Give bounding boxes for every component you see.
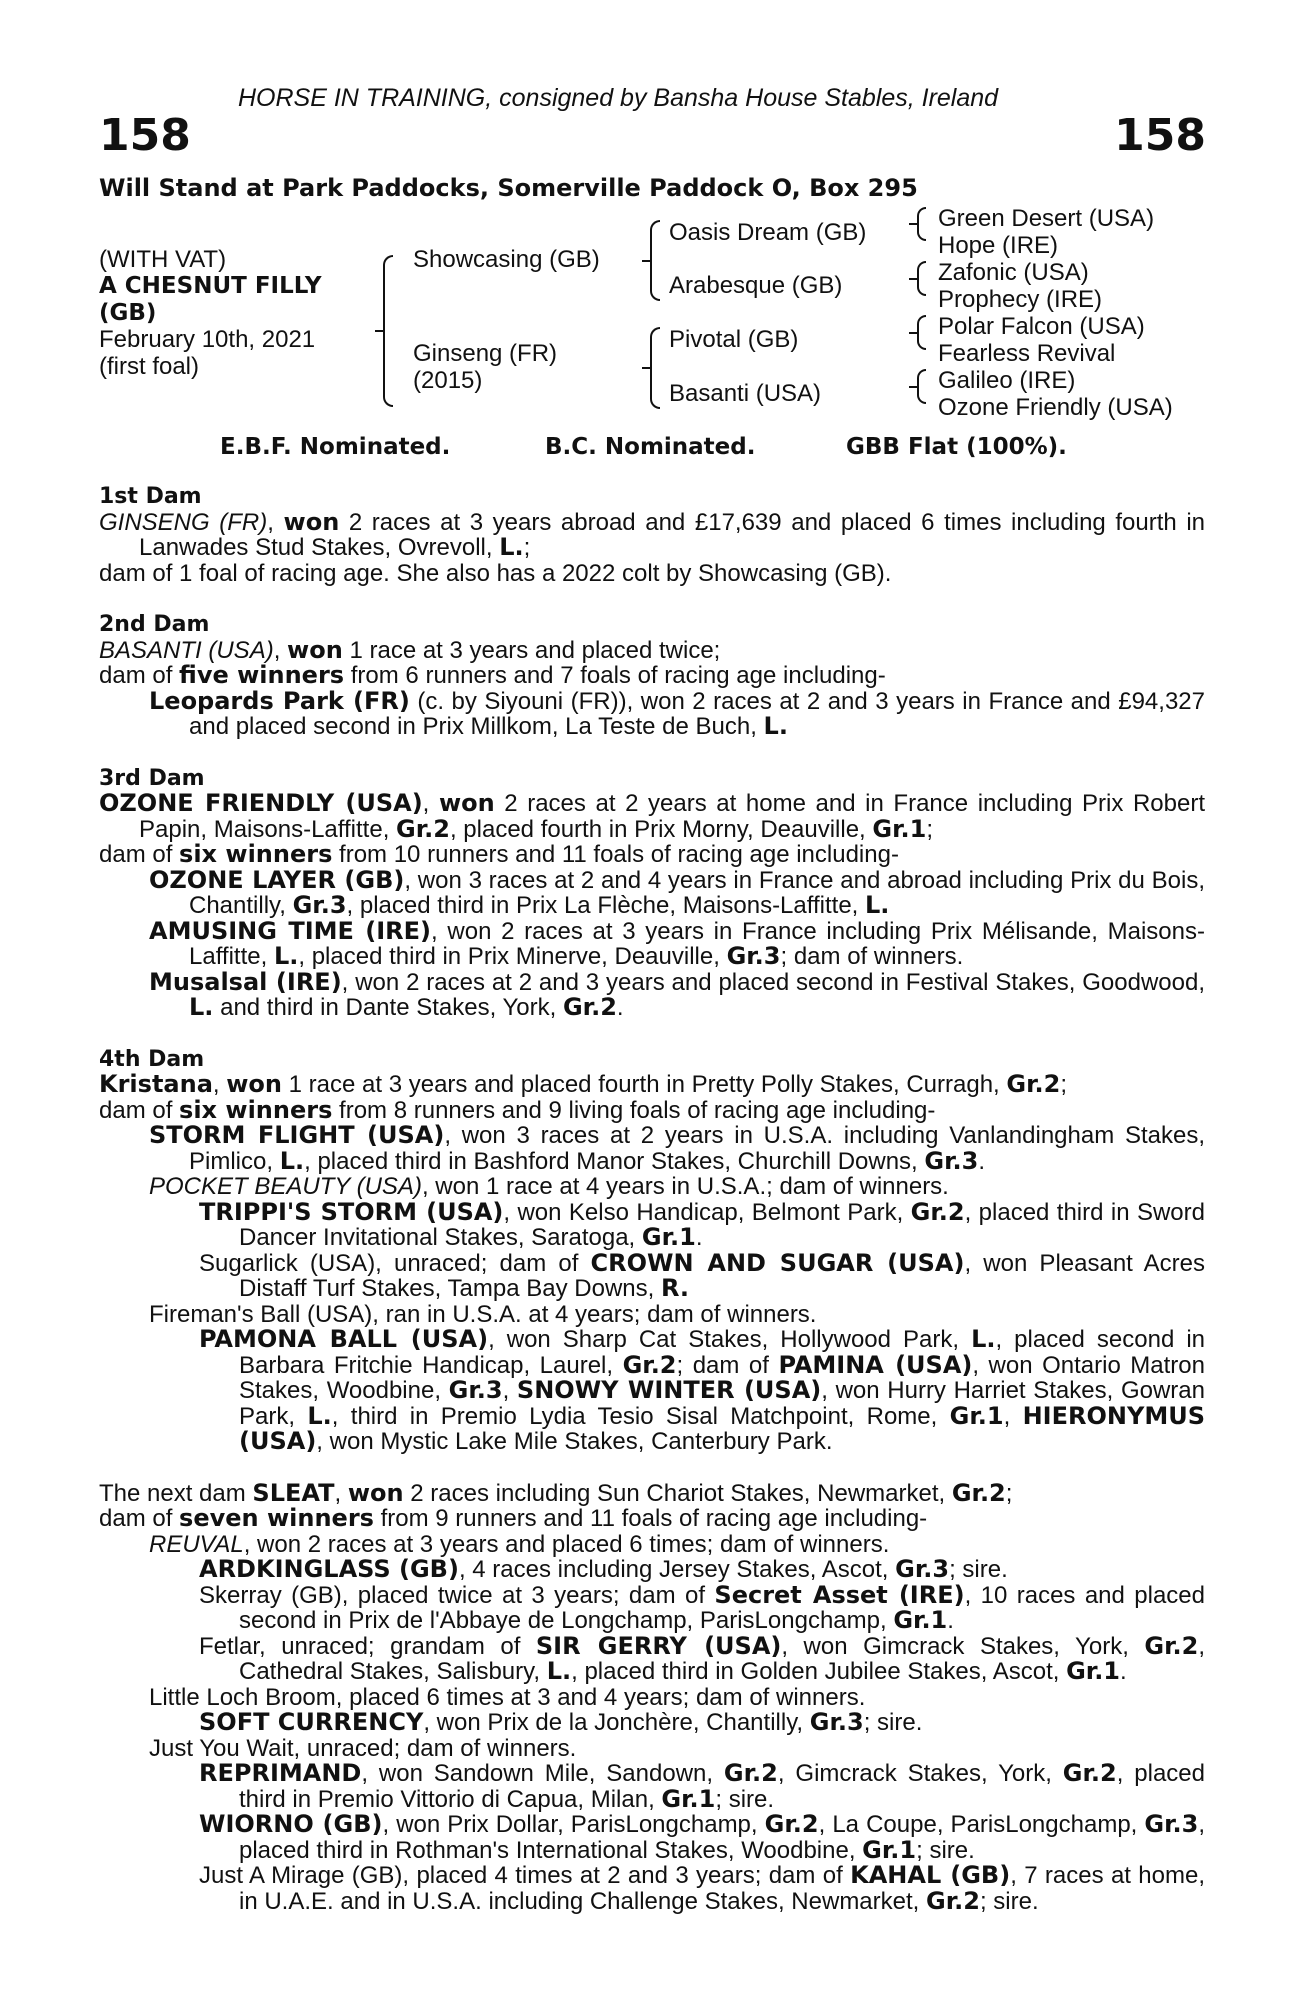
- pedigree-ddd: Ozone Friendly (USA): [938, 394, 1173, 421]
- grade-label: L.: [865, 891, 890, 919]
- text: , won Ontario Matron Stakes, Woodbine,: [239, 1351, 1205, 1404]
- record-text: 1 race at 3 years and placed twice;: [342, 636, 721, 664]
- horse-name: OZONE LAYER (GB): [149, 865, 405, 894]
- text: .: [978, 1147, 986, 1175]
- horse-name: PAMINA (USA): [778, 1350, 973, 1379]
- pedigree-sdd: Prophecy (IRE): [938, 286, 1103, 313]
- produce-summary: [99, 663, 1205, 689]
- record-text: 2 races at 3 years abroad and £17,639 and placed 6 times including fourth in Lanwades Stud Stakes, Ovrevoll,: [139, 508, 1206, 561]
- grade-label: L.: [763, 712, 788, 740]
- produce-entry: [99, 1197, 1205, 1251]
- horse-name: AMUSING TIME (IRE): [149, 916, 432, 945]
- pedigree-brace-dd: [917, 369, 926, 404]
- pedigree-dam-year: (2015): [413, 367, 483, 394]
- horse-name: CROWN AND SUGAR (USA): [590, 1248, 965, 1277]
- text: , won 3 races at 2 years in U.S.A. including Vanlandingham Stakes, Pimlico,: [189, 1122, 1205, 1175]
- produce-entry: [99, 1761, 1205, 1812]
- grade-label: Gr.2: [951, 1478, 1006, 1507]
- grade-label: Gr.2: [910, 1197, 965, 1226]
- winners-count: five winners: [179, 661, 345, 689]
- horse-name: SOFT CURRENCY: [199, 1708, 424, 1736]
- text: , won 2 races at 3 years in France including Prix Mélisande, Maisons-Laffitte,: [189, 917, 1205, 970]
- pedigree-dds: Galileo (IRE): [938, 367, 1076, 394]
- text: 2 races at 2 years at home and in France including Prix Robert Papin, Maisons-Laffitte,: [139, 790, 1205, 843]
- winners-count: six winners: [179, 840, 333, 868]
- grade-label: Gr.2: [396, 814, 450, 843]
- section-heading: 2nd Dam: [99, 612, 210, 637]
- produce-entry: [99, 865, 1205, 919]
- horse-name: REPRIMAND: [199, 1759, 362, 1787]
- horse-name: KAHAL (GB): [850, 1861, 1011, 1889]
- horse-name: A CHESNUT FILLY: [99, 273, 322, 299]
- produce-summary: dam of 1 foal of racing age. She also has a 2022 colt by Showcasing (GB).: [99, 559, 892, 587]
- text: , won 2 races at 3 years and placed 6 times; dam of winners.: [243, 1530, 890, 1558]
- text: (c. by Siyouni (FR)), won 2 races at 2 and 3 years in France and £94,327 and placed second in Prix Millkom, La Teste de Buch,: [189, 687, 1205, 740]
- grade-label: L.: [971, 1325, 996, 1353]
- horse-name: ARDKINGLASS (GB): [199, 1555, 459, 1583]
- text: , won Pleasant Acres Distaff Turf Stakes, Tampa Bay Downs,: [239, 1249, 1205, 1302]
- horse-name: HIERONYMUS (USA): [239, 1401, 1206, 1455]
- section-1st-dam: [99, 484, 1205, 586]
- text: .: [616, 994, 624, 1021]
- text: , placed second in Barbara Fritchie Handicap, Laurel,: [239, 1326, 1206, 1379]
- pedigree-sds: Zafonic (USA): [938, 259, 1089, 286]
- gbb-flat: GBB Flat (100%).: [846, 434, 1067, 460]
- text: .: [947, 1607, 954, 1634]
- horse-name: TRIPPI'S STORM (USA): [199, 1197, 504, 1226]
- grade-label: Gr.1: [862, 1835, 917, 1864]
- text: ; sire.: [916, 1836, 975, 1864]
- dam-name: SLEAT: [252, 1478, 335, 1507]
- pedigree-brace-sd: [917, 261, 926, 296]
- pedigree-brace-sire: [650, 220, 660, 301]
- text: ,: [1003, 1402, 1023, 1430]
- horse-name: STORM FLIGHT (USA): [149, 1121, 445, 1149]
- text: , won Kelso Handicap, Belmont Park,: [503, 1198, 911, 1226]
- pedigree-ssd: Hope (IRE): [938, 232, 1059, 259]
- vat-note: (WITH VAT): [99, 246, 227, 273]
- grade-label: Gr.2: [1144, 1631, 1199, 1660]
- lot-number-left: 158: [99, 110, 191, 161]
- dam-name: OZONE FRIENDLY (USA): [99, 789, 423, 817]
- won-label: won: [287, 635, 343, 664]
- produce-entry: [99, 1327, 1205, 1455]
- text: ,: [502, 1377, 517, 1404]
- pedigree-brace-gen1: [383, 255, 393, 407]
- text: , won 3 races at 2 and 4 years in France and abroad including Prix du Bois, Chantilly,: [189, 866, 1205, 919]
- text: , placed fourth in Prix Morny, Deauville,: [449, 815, 873, 843]
- pedigree-brace-ds: [917, 315, 926, 350]
- grade-label: Gr.3: [809, 1708, 864, 1736]
- produce-summary: [99, 1095, 1205, 1124]
- text: Sugarlick (USA), unraced; dam of: [199, 1249, 591, 1277]
- record-end: ;: [523, 534, 531, 561]
- grade-label: Gr.2: [1062, 1759, 1117, 1787]
- horse-name: PAMONA BALL (USA): [199, 1325, 489, 1353]
- produce-entry: [99, 1863, 1205, 1914]
- grade-label: Gr.1: [1066, 1657, 1121, 1685]
- section-next-dam: [99, 1478, 1206, 1915]
- grade-label: Gr.3: [895, 1555, 950, 1583]
- text: .: [1120, 1658, 1127, 1685]
- text: , third in Premio Lydia Tesio Sisal Matchpoint, Rome,: [331, 1402, 950, 1430]
- produce-entry: [99, 1580, 1205, 1634]
- foaling-date: February 10th, 2021: [99, 326, 316, 353]
- dam-name: Kristana: [99, 1070, 213, 1098]
- text: , placed third in Rothman's International Stakes, Woodbine,: [239, 1811, 1206, 1864]
- horse-name: Leopards Park (FR): [149, 686, 410, 715]
- grade-label: L.: [189, 993, 214, 1021]
- text: , won Hurry Harriet Stakes, Gowran Park,: [239, 1377, 1205, 1430]
- dam-name: GINSENG (FR): [99, 508, 268, 536]
- text: ; dam of: [676, 1351, 779, 1379]
- text: , placed third in Sword Dancer Invitational Stakes, Saratoga,: [239, 1198, 1205, 1251]
- section-heading: 1st Dam: [99, 484, 202, 509]
- section-3rd-dam: [99, 766, 1205, 1021]
- grade-label: Gr.1: [949, 1401, 1004, 1430]
- horse-name: POCKET BEAUTY (USA): [149, 1173, 422, 1200]
- pedigree-dam-sire: Pivotal (GB): [669, 326, 799, 353]
- text: , placed third in Prix La Flèche, Maisons-Laffitte,: [346, 892, 866, 919]
- horse-name: Musalsal (IRE): [149, 967, 342, 996]
- produce-entry: [99, 1174, 1205, 1200]
- text: .: [695, 1224, 703, 1251]
- text: ;: [926, 815, 933, 843]
- pedigree-brace-dam: [650, 327, 660, 409]
- grade-label: L.: [279, 1146, 305, 1175]
- pedigree-sire-dam: Arabesque (GB): [669, 272, 843, 299]
- text: Fetlar, unraced; grandam of: [199, 1632, 536, 1660]
- produce-summary: [99, 1506, 1205, 1532]
- grade-label: Gr.3: [924, 1146, 979, 1175]
- section-heading: 3rd Dam: [99, 765, 205, 791]
- dam-record: BASANTI (USA), won 1 race at 3 years and placed twice;: [99, 635, 721, 664]
- text: dam of: [99, 1096, 180, 1124]
- text: , La Coupe, ParisLongchamp,: [818, 1811, 1145, 1838]
- grade-label: Gr.1: [661, 1784, 716, 1813]
- pedigree-sire-sire: Oasis Dream (GB): [669, 219, 867, 246]
- section-heading: 4th Dam: [99, 1046, 205, 1072]
- dam-record: [99, 1478, 1205, 1507]
- pedigree-dss: Polar Falcon (USA): [938, 313, 1145, 340]
- grade-label: Gr.2: [622, 1350, 677, 1379]
- stand-location: Will Stand at Park Paddocks, Somerville Paddock O, Box 295: [99, 174, 918, 202]
- dam-record: OZONE FRIENDLY (USA), won 2 races at 2 years at home and in France including Prix Robert Papin, Maisons-Laffitte, Gr.2, placed fourth in Prix Morny, Deauville, Gr.1;: [99, 789, 1205, 843]
- winners-count: seven winners: [179, 1504, 374, 1532]
- horse-name: SNOWY WINTER (USA): [516, 1376, 822, 1404]
- produce-entry: [99, 916, 1205, 970]
- text: from 6 runners and 7 foals of racing age including-: [344, 662, 886, 689]
- bc-nomination: B.C. Nominated.: [545, 434, 756, 460]
- text: , 4 races including Jersey Stakes, Ascot,: [458, 1556, 896, 1583]
- grade-label: Gr.3: [292, 891, 347, 919]
- text: from 10 runners and 11 foals of racing age including-: [332, 841, 899, 868]
- text: , placed third in Bashford Manor Stakes, Churchill Downs,: [304, 1147, 925, 1175]
- horse-name: WIORNO (GB): [199, 1810, 383, 1838]
- text: , won Gimcrack Stakes, York,: [781, 1632, 1145, 1660]
- dam-name: BASANTI (USA): [99, 636, 274, 664]
- text: ; sire.: [949, 1556, 1008, 1583]
- text: ,: [334, 1479, 348, 1507]
- dam-record: Kristana, won 1 race at 3 years and placed fourth in Pretty Polly Stakes, Curragh, Gr.2;: [99, 1070, 1067, 1098]
- ebf-nomination: E.B.F. Nominated.: [220, 434, 451, 460]
- grade-label: Gr.2: [926, 1886, 980, 1915]
- produce-entry: [99, 1631, 1205, 1685]
- grade-label: L.: [546, 1657, 572, 1685]
- grade-label: Gr.2: [723, 1759, 778, 1787]
- catalogue-body: [99, 484, 1205, 1914]
- produce-entry: Fireman's Ball (USA), ran in U.S.A. at 4 years; dam of winners.: [149, 1300, 817, 1328]
- text: , 7 races at home, in U.A.E. and in U.S.A. including Challenge Stakes, Newmarket,: [239, 1862, 1206, 1915]
- horse-name: REUVAL: [149, 1530, 244, 1558]
- grade-label: Gr.1: [872, 814, 927, 843]
- produce-entry: Just You Wait, unraced; dam of winners.: [149, 1734, 577, 1762]
- text: ; sire.: [863, 1709, 923, 1736]
- first-foal-note: (first foal): [99, 353, 200, 380]
- grade-label: Gr.1: [893, 1606, 948, 1634]
- text: , Cathedral Stakes, Salisbury,: [239, 1632, 1205, 1685]
- text: dam of: [99, 662, 180, 689]
- text: ;: [1005, 1479, 1013, 1507]
- text: , won Sandown Mile, Sandown,: [361, 1760, 724, 1787]
- text: ; sire.: [715, 1785, 775, 1813]
- text: and third in Dante Stakes, York,: [213, 994, 563, 1021]
- winners-count: six winners: [179, 1095, 333, 1124]
- grade-label: Gr.3: [448, 1376, 503, 1404]
- text: Just A Mirage (GB), placed 4 times at 2 and 3 years; dam of: [199, 1862, 851, 1889]
- grade-label: L.: [273, 942, 299, 970]
- text: , won 2 races at 2 and 3 years and placed second in Festival Stakes, Goodwood,: [341, 968, 1205, 996]
- produce-entry: [99, 1123, 1205, 1174]
- pedigree-sire: Showcasing (GB): [413, 246, 600, 273]
- won-label: won: [347, 1478, 404, 1507]
- text: from 8 runners and 9 living foals of racing age including-: [332, 1096, 936, 1124]
- text: , won Prix Dollar, ParisLongchamp,: [382, 1811, 765, 1838]
- text: , placed third in Premio Vittorio di Capua, Milan,: [239, 1760, 1206, 1813]
- text: , 10 races and placed second in Prix de l'Abbaye de Longchamp, ParisLongchamp,: [239, 1581, 1205, 1634]
- produce-entry: Little Loch Broom, placed 6 times at 3 and 4 years; dam of winners.: [149, 1683, 866, 1711]
- section-4th-dam: [99, 1047, 1205, 1455]
- grade-label: R.: [660, 1274, 690, 1302]
- text: , won Prix de la Jonchère, Chantilly,: [423, 1709, 810, 1736]
- dam-record: GINSENG (FR), won 2 races at 3 years abroad and £17,639 and placed 6 times including fourth in Lanwades Stud Stakes, Ovrevoll, L.;: [99, 507, 1206, 561]
- section-2nd-dam: [99, 612, 1205, 740]
- text: , won Sharp Cat Stakes, Hollywood Park,: [488, 1326, 972, 1353]
- produce-entry: [99, 686, 1205, 740]
- produce-entry: [99, 967, 1205, 1021]
- produce-entry: [99, 1532, 1205, 1558]
- grade-label: Gr.2: [764, 1810, 819, 1838]
- pedigree-dam: Ginseng (FR): [413, 340, 558, 367]
- text: , won 1 race at 4 years in U.S.A.; dam of winners.: [421, 1173, 949, 1200]
- horse-name: Secret Asset (IRE): [714, 1580, 965, 1609]
- produce-entry: [99, 1248, 1205, 1302]
- produce-entry: [99, 1557, 1205, 1583]
- text: , placed third in Golden Jubilee Stakes, Ascot,: [571, 1658, 1067, 1685]
- lot-number-right: 158: [1114, 110, 1206, 161]
- grade-label: L.: [499, 533, 524, 561]
- pedigree-dam-dam: Basanti (USA): [669, 380, 822, 407]
- won-label: won: [226, 1070, 282, 1098]
- produce-entry: [99, 1812, 1205, 1863]
- text: , placed third in Prix Minerve, Deauville,: [298, 943, 727, 970]
- grade-label: Gr.3: [1144, 1810, 1199, 1838]
- text: , won Mystic Lake Mile Stakes, Canterbury Park.: [316, 1428, 833, 1455]
- won-label: won: [438, 789, 495, 817]
- text: dam of: [99, 841, 180, 868]
- grade-label: Gr.3: [726, 942, 781, 970]
- text: , Gimcrack Stakes, York,: [777, 1760, 1063, 1787]
- produce-summary: [99, 842, 1205, 868]
- produce-entry: [99, 1710, 1205, 1736]
- pedigree-sss: Green Desert (USA): [938, 205, 1155, 232]
- text: ;: [1060, 1071, 1067, 1098]
- grade-label: Gr.1: [641, 1223, 696, 1251]
- grade-label: Gr.2: [1006, 1070, 1061, 1098]
- horse-name: SIR GERRY (USA): [535, 1631, 782, 1660]
- text: ; sire.: [979, 1887, 1039, 1915]
- text: The next dam: [99, 1479, 253, 1507]
- text: from 9 runners and 11 foals of racing age including-: [373, 1505, 928, 1532]
- pedigree-dsd: Fearless Revival: [938, 340, 1116, 367]
- pedigree-brace-ss: [917, 207, 926, 241]
- grade-label: L.: [307, 1401, 332, 1430]
- text: 2 races including Sun Chariot Stakes, Newmarket,: [403, 1479, 952, 1507]
- consignment-line: HORSE IN TRAINING, consigned by Bansha House Stables, Ireland: [238, 84, 999, 112]
- won-label: won: [283, 507, 340, 536]
- text: 1 race at 3 years and placed fourth in Pretty Polly Stakes, Curragh,: [282, 1071, 1007, 1098]
- grade-label: Gr.2: [562, 993, 617, 1021]
- text: Skerray (GB), placed twice at 3 years; dam of: [199, 1581, 715, 1609]
- horse-country: (GB): [99, 300, 157, 326]
- text: ; dam of winners.: [780, 943, 964, 970]
- text: dam of: [99, 1505, 180, 1532]
